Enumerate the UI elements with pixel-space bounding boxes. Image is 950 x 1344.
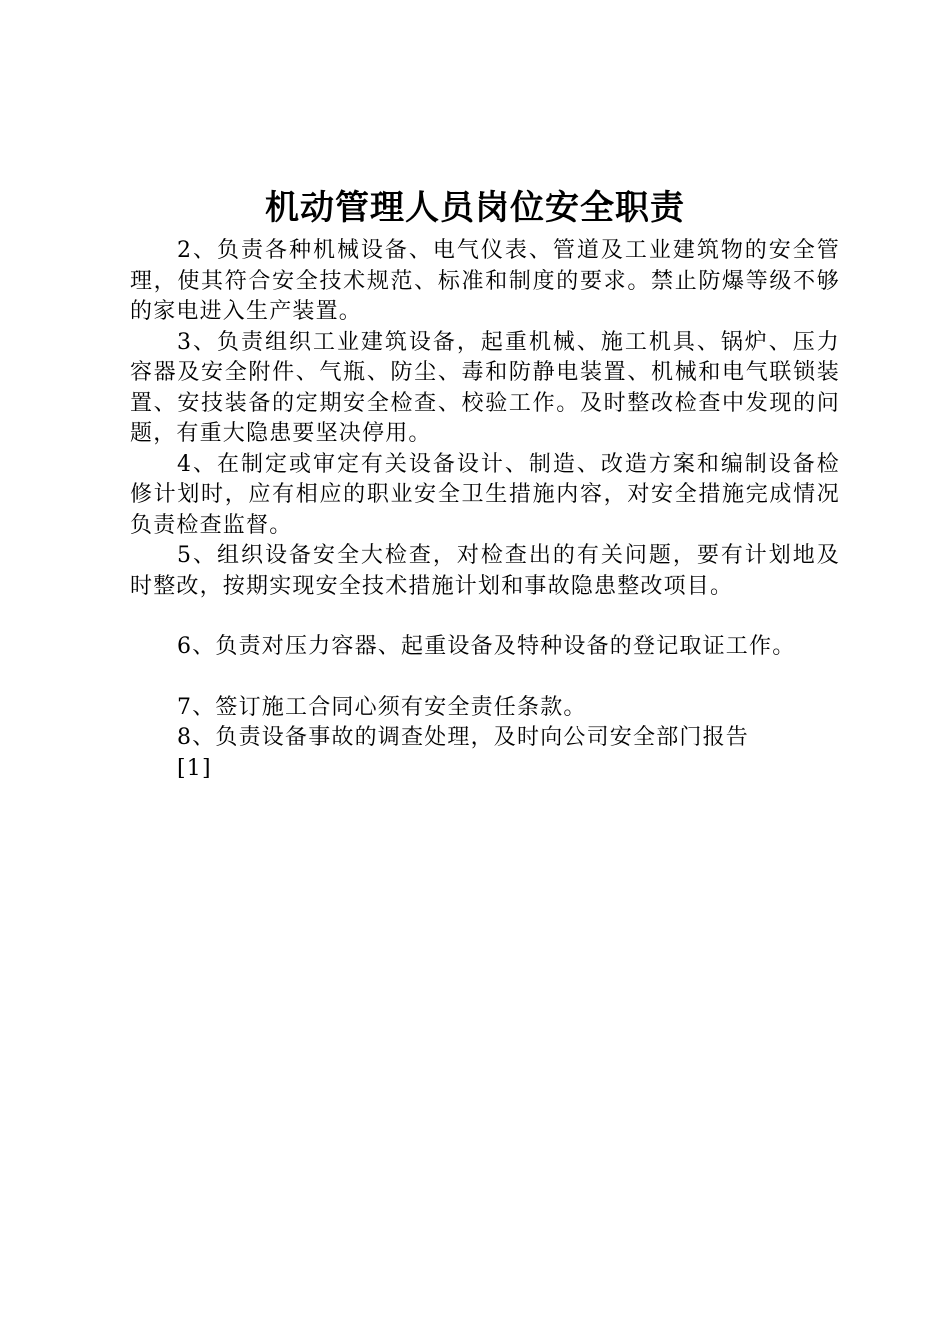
paragraph-7: 7、签订施工合同心须有安全责任条款。 — [177, 694, 587, 720]
paragraph-6: 6、负责对压力容器、起重设备及特种设备的登记取证工作。 — [177, 634, 796, 659]
document-title: 机动管理人员岗位安全职责 — [265, 188, 685, 228]
paragraph-2: 2、负责各种机械设备、电气仪表、管道及工业建筑物的安全管理，使其符合安全技术规范、标准和制度的要求。禁止防爆等级不够的家电进入生产装置。 — [130, 238, 840, 324]
footnote-reference: [1] — [177, 755, 212, 781]
document-body — [130, 236, 840, 784]
paragraph-5: 5、组织设备安全大检查，对检查出的有关问题，要有计划地及时整改，按期实现安全技术措施计划和事故隐患整改项目。 — [130, 543, 840, 599]
paragraph-4: 4、在制定或审定有关设备设计、制造、改造方案和编制设备检修计划时，应有相应的职业安全卫生措施内容，对安全措施完成情况负责检查监督。 — [130, 451, 840, 538]
paragraph-3: 3、负责组织工业建筑设备，起重机械、施工机具、锅炉、压力容器及安全附件、气瓶、防尘、毒和防静电装置、机械和电气联锁装置、安技装备的定期安全检查、校验工作。及时整改检查中发现的问题，有重大隐患要坚决停用。 — [130, 329, 840, 446]
paragraph-8: 8、负责设备事故的调查处理，及时向公司安全部门报告 — [177, 725, 749, 750]
